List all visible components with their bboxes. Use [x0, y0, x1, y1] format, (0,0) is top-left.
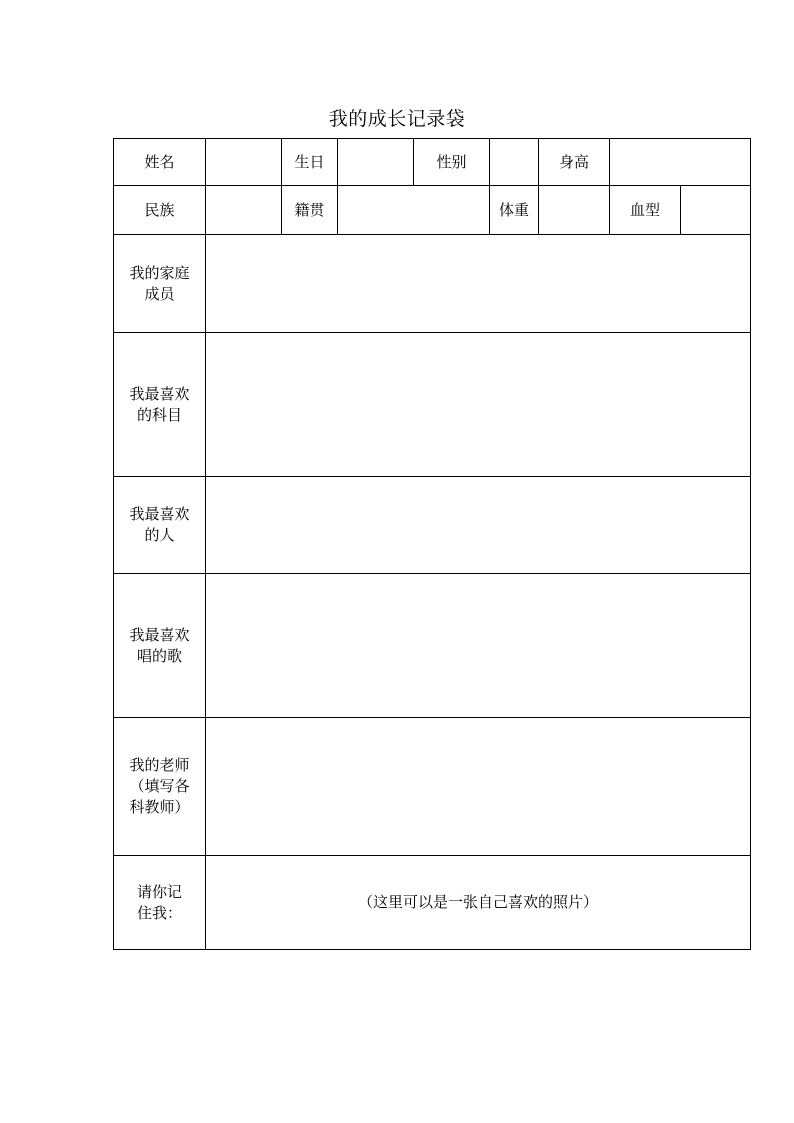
favorite-subject-field[interactable] — [205, 332, 751, 477]
gender-label: 性别 — [413, 138, 490, 186]
family-members-label: 我的家庭 成员 — [113, 234, 206, 333]
favorite-song-field[interactable] — [205, 573, 751, 718]
blood-type-field[interactable] — [680, 185, 751, 235]
native-place-label: 籍贯 — [281, 185, 338, 235]
favorite-person-label: 我最喜欢 的人 — [113, 476, 206, 574]
blood-type-label: 血型 — [609, 185, 681, 235]
birthday-field[interactable] — [337, 138, 414, 186]
growth-record-form — [113, 138, 751, 950]
favorite-subject-label: 我最喜欢 的科目 — [113, 332, 206, 477]
favorite-song-label: 我最喜欢 唱的歌 — [113, 573, 206, 718]
teachers-label: 我的老师 （填写各 科教师） — [113, 717, 206, 856]
weight-label: 体重 — [489, 185, 539, 235]
height-label: 身高 — [538, 138, 610, 186]
page-title: 我的成长记录袋 — [328, 108, 466, 130]
birthday-label: 生日 — [281, 138, 338, 186]
name-field[interactable] — [205, 138, 282, 186]
ethnicity-label: 民族 — [113, 185, 206, 235]
ethnicity-field[interactable] — [205, 185, 282, 235]
photo-area[interactable] — [205, 855, 751, 950]
height-field[interactable] — [609, 138, 751, 186]
weight-field[interactable] — [538, 185, 610, 235]
gender-field[interactable] — [489, 138, 539, 186]
remember-me-label: 请你记 住我： — [113, 855, 206, 950]
photo-hint: （这里可以是一张自己喜欢的照片） — [357, 893, 598, 911]
name-label: 姓名 — [113, 138, 206, 186]
native-place-field[interactable] — [337, 185, 490, 235]
family-members-field[interactable] — [205, 234, 751, 333]
favorite-person-field[interactable] — [205, 476, 751, 574]
teachers-field[interactable] — [205, 717, 751, 856]
